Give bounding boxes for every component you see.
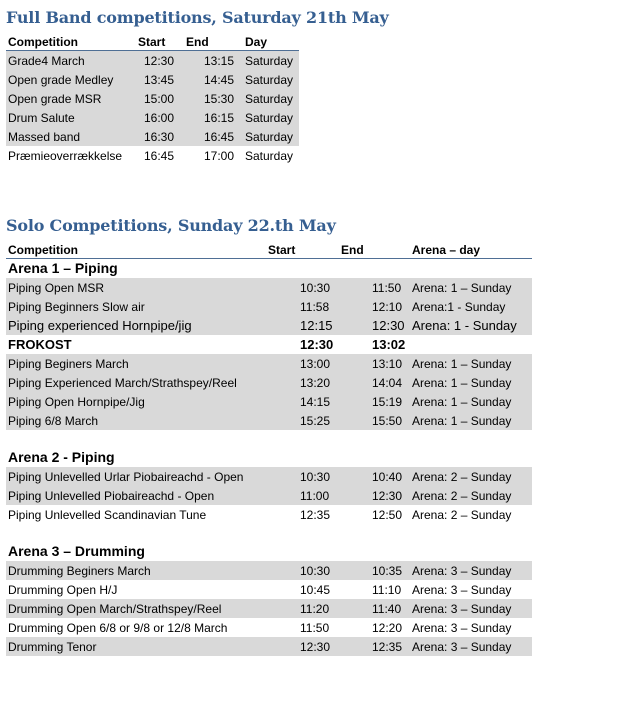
table-row bbox=[6, 108, 299, 127]
cell-end: 12:35 bbox=[372, 640, 403, 654]
cell-start: 10:30 bbox=[300, 564, 331, 578]
cell-end: 10:40 bbox=[372, 470, 403, 484]
cell-end: 10:35 bbox=[372, 564, 403, 578]
cell-start: 15:00 bbox=[144, 92, 175, 106]
table-row bbox=[6, 373, 532, 392]
cell-arena-day: Arena: 1 – Sunday bbox=[412, 395, 512, 409]
cell-competition: Piping Unlevelled Urlar Piobaireachd - Open bbox=[8, 470, 244, 484]
cell-end: 12:30 bbox=[372, 489, 403, 503]
table-row bbox=[6, 505, 532, 524]
cell-arena-day: Arena: 1 – Sunday bbox=[412, 414, 512, 428]
cell-end: 15:50 bbox=[372, 414, 403, 428]
table-row bbox=[6, 467, 532, 486]
cell-arena-day: Arena: 2 – Sunday bbox=[412, 508, 512, 522]
cell-end: 12:20 bbox=[372, 621, 403, 635]
solo-title: Solo Competitions, Sunday 22.th May bbox=[6, 216, 336, 235]
arena-2-rows bbox=[6, 467, 532, 524]
full-band-table bbox=[6, 30, 299, 165]
cell-competition: Præmieoverrækkelse bbox=[8, 149, 123, 163]
cell-day: Saturday bbox=[245, 92, 294, 106]
cell-arena-day: Arena: 3 – Sunday bbox=[412, 564, 512, 578]
arena-2-title: Arena 2 - Piping bbox=[8, 449, 115, 465]
full-band-title: Full Band competitions, Saturday 21th May bbox=[6, 8, 389, 27]
table-row bbox=[6, 618, 532, 637]
cell-competition: Piping Open Hornpipe/Jig bbox=[8, 395, 145, 409]
cell-end: 13:10 bbox=[372, 357, 403, 371]
table-row bbox=[6, 335, 532, 354]
arena-3-rows bbox=[6, 561, 532, 656]
cell-arena-day: Arena: 3 – Sunday bbox=[412, 621, 512, 635]
table-row bbox=[6, 278, 532, 297]
cell-competition: Piping Unlevelled Scandinavian Tune bbox=[8, 508, 207, 522]
cell-end: 16:45 bbox=[204, 130, 235, 144]
cell-competition: Drumming Beginers March bbox=[8, 564, 151, 578]
cell-competition: Piping experienced Hornpipe/jig bbox=[8, 318, 192, 333]
cell-competition: Drumming Open 6/8 or 9/8 or 12/8 March bbox=[8, 621, 228, 635]
cell-competition: Piping 6/8 March bbox=[8, 414, 99, 428]
arena-1-title: Arena 1 – Piping bbox=[8, 260, 118, 276]
table-row bbox=[6, 70, 299, 89]
cell-arena-day: Arena: 1 – Sunday bbox=[412, 376, 512, 390]
cell-competition: Piping Beginers March bbox=[8, 357, 129, 371]
cell-start: 13:20 bbox=[300, 376, 331, 390]
cell-day: Saturday bbox=[245, 54, 294, 68]
cell-start: 15:25 bbox=[300, 414, 331, 428]
cell-competition: Grade4 March bbox=[8, 54, 85, 68]
table-row bbox=[6, 51, 299, 70]
cell-arena-day: Arena: 3 – Sunday bbox=[412, 640, 512, 654]
cell-end: 12:50 bbox=[372, 508, 403, 522]
header-end: End bbox=[186, 35, 209, 49]
table-row bbox=[6, 561, 532, 580]
header-day: Day bbox=[245, 35, 268, 49]
cell-start: 11:50 bbox=[300, 621, 330, 635]
cell-arena-day: Arena: 2 – Sunday bbox=[412, 470, 512, 484]
cell-start: 14:15 bbox=[300, 395, 331, 409]
cell-start: 12:35 bbox=[300, 508, 331, 522]
cell-start: 11:20 bbox=[300, 602, 330, 616]
cell-competition: Piping Experienced March/Strathspey/Reel bbox=[8, 376, 237, 390]
table-row bbox=[6, 599, 532, 618]
cell-end: 11:10 bbox=[372, 583, 402, 597]
table-row bbox=[6, 297, 532, 316]
header-arena-day: Arena – day bbox=[412, 243, 481, 257]
cell-arena-day: Arena: 3 – Sunday bbox=[412, 583, 512, 597]
cell-start: 16:30 bbox=[144, 130, 175, 144]
header-end: End bbox=[341, 243, 364, 257]
cell-competition: Piping Beginners Slow air bbox=[8, 300, 145, 314]
cell-end: 16:15 bbox=[204, 111, 235, 125]
cell-end: 11:50 bbox=[372, 281, 402, 295]
cell-competition: Open grade Medley bbox=[8, 73, 114, 87]
cell-arena-day: Arena:1 - Sunday bbox=[412, 300, 506, 314]
cell-end: 11:40 bbox=[372, 602, 402, 616]
cell-start: 12:30 bbox=[300, 640, 331, 654]
table-row bbox=[6, 411, 532, 430]
cell-end: 13:02 bbox=[372, 337, 406, 352]
cell-start: 11:00 bbox=[300, 489, 330, 503]
cell-arena-day: Arena: 3 – Sunday bbox=[412, 602, 512, 616]
cell-start: 10:45 bbox=[300, 583, 331, 597]
table-row bbox=[6, 127, 299, 146]
table-row bbox=[6, 354, 532, 373]
cell-competition: Drum Salute bbox=[8, 111, 75, 125]
table-row bbox=[6, 486, 532, 505]
cell-competition: FROKOST bbox=[8, 337, 72, 352]
full-band-header-row bbox=[6, 30, 299, 51]
header-start: Start bbox=[268, 243, 296, 257]
cell-competition: Massed band bbox=[8, 130, 81, 144]
header-competition: Competition bbox=[8, 35, 78, 49]
cell-day: Saturday bbox=[245, 73, 294, 87]
cell-arena-day: Arena: 2 – Sunday bbox=[412, 489, 512, 503]
table-row bbox=[6, 637, 532, 656]
solo-header-row bbox=[6, 238, 532, 259]
cell-end: 13:15 bbox=[204, 54, 235, 68]
arena-1-rows bbox=[6, 278, 532, 430]
cell-competition: Drumming Tenor bbox=[8, 640, 97, 654]
cell-competition: Drumming Open March/Strathspey/Reel bbox=[8, 602, 222, 616]
cell-arena-day: Arena: 1 – Sunday bbox=[412, 281, 512, 295]
cell-start: 13:00 bbox=[300, 357, 331, 371]
cell-day: Saturday bbox=[245, 111, 294, 125]
cell-start: 12:30 bbox=[300, 337, 334, 352]
cell-end: 17:00 bbox=[204, 149, 235, 163]
table-row bbox=[6, 392, 532, 411]
cell-end: 15:19 bbox=[372, 395, 403, 409]
table-row bbox=[6, 316, 532, 335]
cell-start: 12:15 bbox=[300, 318, 333, 333]
cell-start: 12:30 bbox=[144, 54, 175, 68]
full-band-rows bbox=[6, 51, 299, 165]
table-row bbox=[6, 580, 532, 599]
cell-end: 14:45 bbox=[204, 73, 235, 87]
cell-start: 10:30 bbox=[300, 281, 331, 295]
cell-competition: Piping Unlevelled Piobaireachd - Open bbox=[8, 489, 215, 503]
cell-start: 13:45 bbox=[144, 73, 175, 87]
cell-end: 12:30 bbox=[372, 318, 405, 333]
cell-day: Saturday bbox=[245, 149, 294, 163]
cell-end: 15:30 bbox=[204, 92, 235, 106]
cell-day: Saturday bbox=[245, 130, 294, 144]
header-start: Start bbox=[138, 35, 166, 49]
cell-start: 16:45 bbox=[144, 149, 175, 163]
cell-competition: Piping Open MSR bbox=[8, 281, 105, 295]
cell-end: 12:10 bbox=[372, 300, 403, 314]
cell-end: 14:04 bbox=[372, 376, 403, 390]
cell-start: 11:58 bbox=[300, 300, 330, 314]
arena-3-title: Arena 3 – Drumming bbox=[8, 543, 145, 559]
header-competition: Competition bbox=[8, 243, 78, 257]
cell-arena-day: Arena: 1 – Sunday bbox=[412, 357, 512, 371]
table-row bbox=[6, 146, 299, 165]
solo-table bbox=[6, 238, 532, 656]
cell-competition: Open grade MSR bbox=[8, 92, 102, 106]
table-row bbox=[6, 89, 299, 108]
cell-competition: Drumming Open H/J bbox=[8, 583, 118, 597]
cell-start: 10:30 bbox=[300, 470, 331, 484]
cell-arena-day: Arena: 1 - Sunday bbox=[412, 318, 517, 333]
cell-start: 16:00 bbox=[144, 111, 175, 125]
